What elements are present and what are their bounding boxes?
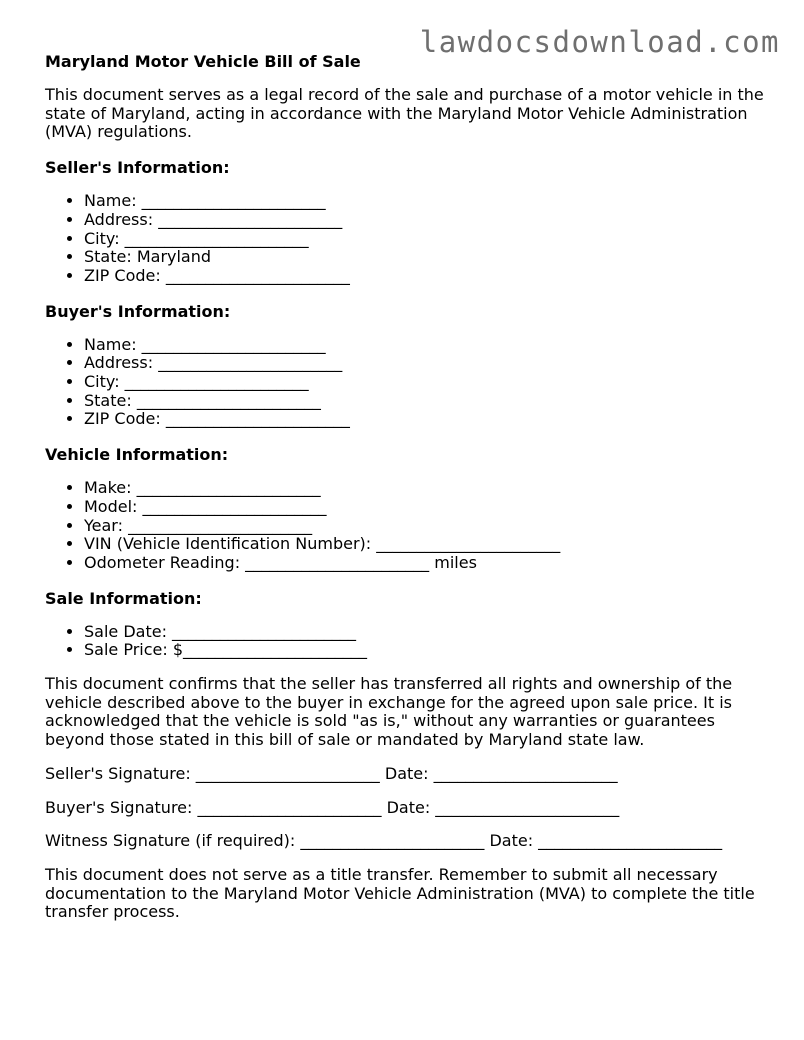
- document-title: Maryland Motor Vehicle Bill of Sale: [45, 52, 361, 71]
- seller-city-field: • City: _______________________: [84, 230, 765, 249]
- document-body: [45, 52, 765, 922]
- buyer-state-field: • State: _______________________: [84, 392, 765, 411]
- vehicle-odometer-field: • Odometer Reading: _______________________ miles: [84, 554, 765, 573]
- seller-address-field: • Address: _______________________: [84, 211, 765, 230]
- buyer-list: [45, 336, 765, 430]
- vehicle-year-field: • Year: _______________________: [84, 517, 765, 536]
- sale-list: [45, 623, 765, 660]
- watermark-text: lawdocsdownload.com: [419, 25, 780, 59]
- buyer-zip-field: • ZIP Code: _______________________: [84, 410, 765, 429]
- vehicle-list: [45, 479, 765, 573]
- vehicle-make-field: • Make: _______________________: [84, 479, 765, 498]
- buyer-name-field: • Name: _______________________: [84, 336, 765, 355]
- vehicle-model-field: • Model: _______________________: [84, 498, 765, 517]
- seller-list: [45, 192, 765, 286]
- witness-signature-line: Witness Signature (if required): _______________________ Date: _______________________: [45, 831, 723, 851]
- buyer-city-field: • City: _______________________: [84, 373, 765, 392]
- seller-heading: Seller's Information:: [45, 158, 230, 178]
- sale-date-field: • Sale Date: _______________________: [84, 623, 765, 642]
- sale-price-field: • Sale Price: $_______________________: [84, 641, 765, 660]
- seller-signature-line: Seller's Signature: _______________________ Date: _______________________: [45, 763, 618, 783]
- vehicle-vin-field: • VIN (Vehicle Identification Number): _______________________: [84, 535, 765, 554]
- footer-note: This document does not serve as a title transfer. Remember to submit all necessary documentation to the Maryland Motor Vehicle Administration (MVA) to complete the title transfer process.: [45, 864, 755, 922]
- vehicle-heading: Vehicle Information:: [45, 445, 229, 465]
- intro-paragraph: This document serves as a legal record of the sale and purchase of a motor vehicle in the state of Maryland, acting in accordance with the Maryland Motor Vehicle Administration (MVA) regulations.: [45, 85, 764, 142]
- seller-name-field: • Name: _______________________: [84, 192, 765, 211]
- buyer-heading: Buyer's Information:: [45, 301, 231, 321]
- buyer-signature-line: Buyer's Signature: _______________________ Date: _______________________: [45, 797, 620, 817]
- confirmation-paragraph: This document confirms that the seller has transferred all rights and ownership of the vehicle described above to the buyer in exchange for the agreed upon sale price. It is acknowledged that the vehicle is sold "as is," without any warranties or guarantees beyond those stated in this bill of sale or mandated by Maryland state law.: [45, 674, 733, 750]
- seller-zip-field: • ZIP Code: _______________________: [84, 267, 765, 286]
- sale-heading: Sale Information:: [45, 588, 202, 608]
- buyer-address-field: • Address: _______________________: [84, 354, 765, 373]
- seller-state-field: • State: Maryland: [84, 248, 765, 267]
